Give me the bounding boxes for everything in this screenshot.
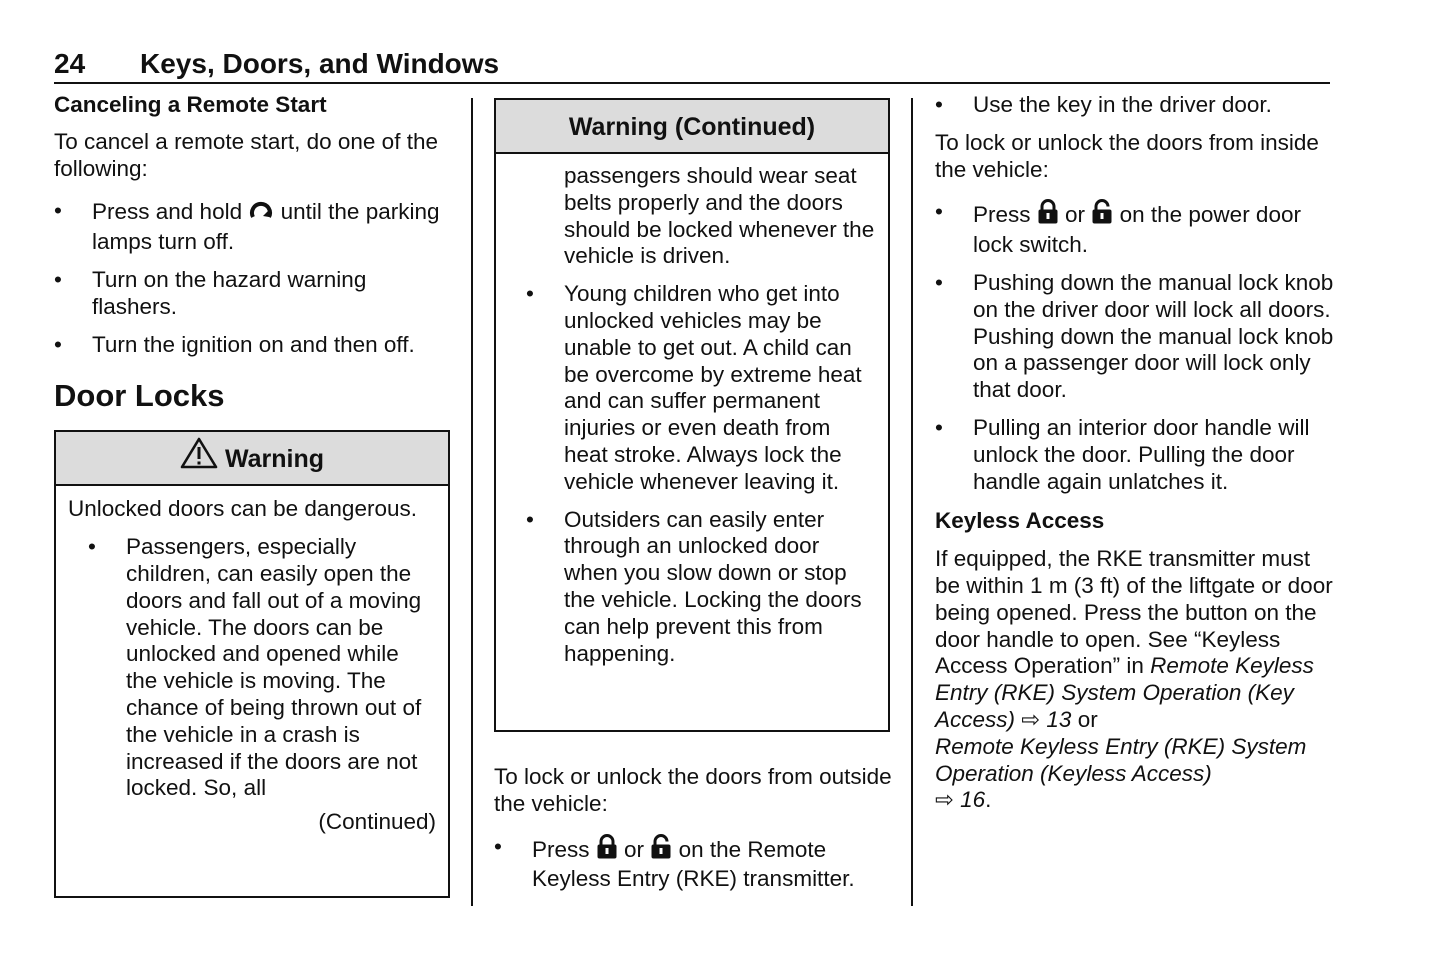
- page-header: [54, 46, 1330, 84]
- warning-body: [56, 486, 448, 836]
- bullet: •: [54, 266, 62, 292]
- list-item: • Use the key in the driver door.: [935, 92, 1272, 117]
- bullet: •: [935, 92, 943, 117]
- warning-continued-list: [526, 281, 876, 667]
- bullet: •: [935, 269, 943, 295]
- list-item: • Press or on the power door lock switch.: [935, 199, 1301, 258]
- warning-list: [68, 534, 436, 802]
- bullet: •: [54, 331, 62, 357]
- warning-title: Warning: [224, 445, 324, 474]
- cancel-remote-start-heading: Canceling a Remote Start: [54, 92, 327, 117]
- continued-label: (Continued): [318, 809, 436, 835]
- inside-list: [935, 199, 1335, 495]
- list-item: • Turn the ignition on and then off.: [54, 331, 415, 357]
- list-item: • Pulling an interior door handle will unlock the door. Pulling the door handle again unlatches it.: [935, 414, 1310, 494]
- cross-reference-link: Remote Keyless Entry (RKE) System Operation (Key Access): [935, 653, 1314, 732]
- list-item: • Press or on the Remote Keyless Entry (RKE) transmitter.: [494, 833, 855, 892]
- bullet: •: [54, 198, 62, 224]
- cancel-list: [54, 198, 454, 358]
- warning-intro: Unlocked doors can be dangerous.: [68, 496, 417, 522]
- column-1: [54, 92, 454, 898]
- remote-start-icon: [248, 198, 274, 229]
- list-item: • Passengers, especially children, can easily open the doors and fall out of a moving vehicle. The doors can be unlocked and opened while the vehicle is moving. The chance of being thrown out of the vehicle in a crash is increased if the doors are not locked. So, all: [88, 534, 422, 801]
- reference-arrow-icon: ⇨: [935, 787, 954, 813]
- cancel-intro: To cancel a remote start, do one of the following:: [54, 128, 438, 181]
- reference-arrow-icon: ⇨: [1021, 706, 1041, 732]
- bullet: •: [526, 281, 534, 307]
- column-3: [935, 92, 1335, 814]
- key-list: [935, 92, 1335, 119]
- column-divider-right: [911, 98, 913, 906]
- bullet: •: [494, 833, 502, 859]
- column-divider-left: [471, 98, 473, 906]
- page-number: 24: [54, 48, 86, 79]
- warning-lead-text: passengers should wear seat belts properly and the doors should be locked whenever the vehicle is driven.: [564, 163, 875, 269]
- list-item: • Young children who get into unlocked vehicles may be unable to get out. A child can be overcome by extreme heat and can suffer permanent injuries or even death from heat stroke. Always lock the vehicle whenever leaving it.: [526, 281, 862, 494]
- bullet: •: [88, 534, 96, 560]
- bullet: •: [526, 506, 534, 532]
- bullet: •: [935, 199, 943, 225]
- list-item: • Outsiders can easily enter through an unlocked door when you slow down or stop the vehicle. Locking the doors can help prevent this from happening.: [526, 506, 862, 666]
- outside-list: [494, 834, 894, 894]
- column-2: [494, 92, 894, 893]
- cross-reference-link: Remote Keyless Entry (RKE) System Operation (Keyless Access): [935, 733, 1307, 786]
- reference-page: 13: [1046, 706, 1072, 732]
- list-item: • Pushing down the manual lock knob on the driver door will lock all doors. Pushing down the manual lock knob on a passenger door will lock only that door.: [935, 269, 1334, 403]
- warning-box: [54, 430, 450, 898]
- bullet: •: [935, 414, 943, 440]
- reference-page: 16: [960, 787, 986, 813]
- inside-intro: To lock or unlock the doors from inside the vehicle:: [935, 129, 1319, 182]
- list-item: • Press and hold until the parking lamps turn off.: [54, 198, 440, 255]
- chapter-title: Keys, Doors, and Windows: [140, 48, 500, 79]
- keyless-access-paragraph: If equipped, the RKE transmitter must be within 1 m (3 ft) of the liftgate or door being opened. Press the button on the door handle to open. See “Keyless Access Operation” in Remote Keyless Entry (RKE) System Operation (Key Access) ⇨ 13 or Remote Keyless Entry (RKE) System Operation (Keyless Access) ⇨ 16.: [935, 546, 1333, 813]
- warning-continued-box: [494, 98, 890, 732]
- lock-icon: [596, 834, 618, 867]
- unlock-icon: [1091, 199, 1113, 232]
- unlock-icon: [650, 834, 672, 867]
- warning-triangle-icon: [180, 434, 218, 488]
- warning-continued-body: [496, 154, 888, 667]
- outside-intro: To lock or unlock the doors from outside the vehicle:: [494, 764, 892, 816]
- warning-header: [56, 432, 448, 486]
- lock-icon: [1037, 199, 1059, 232]
- door-locks-heading: Door Locks: [54, 378, 225, 414]
- list-item: • Turn on the hazard warning flashers.: [54, 266, 367, 319]
- warning-continued-header: Warning (Continued): [496, 100, 888, 154]
- keyless-access-heading: Keyless Access: [935, 508, 1105, 534]
